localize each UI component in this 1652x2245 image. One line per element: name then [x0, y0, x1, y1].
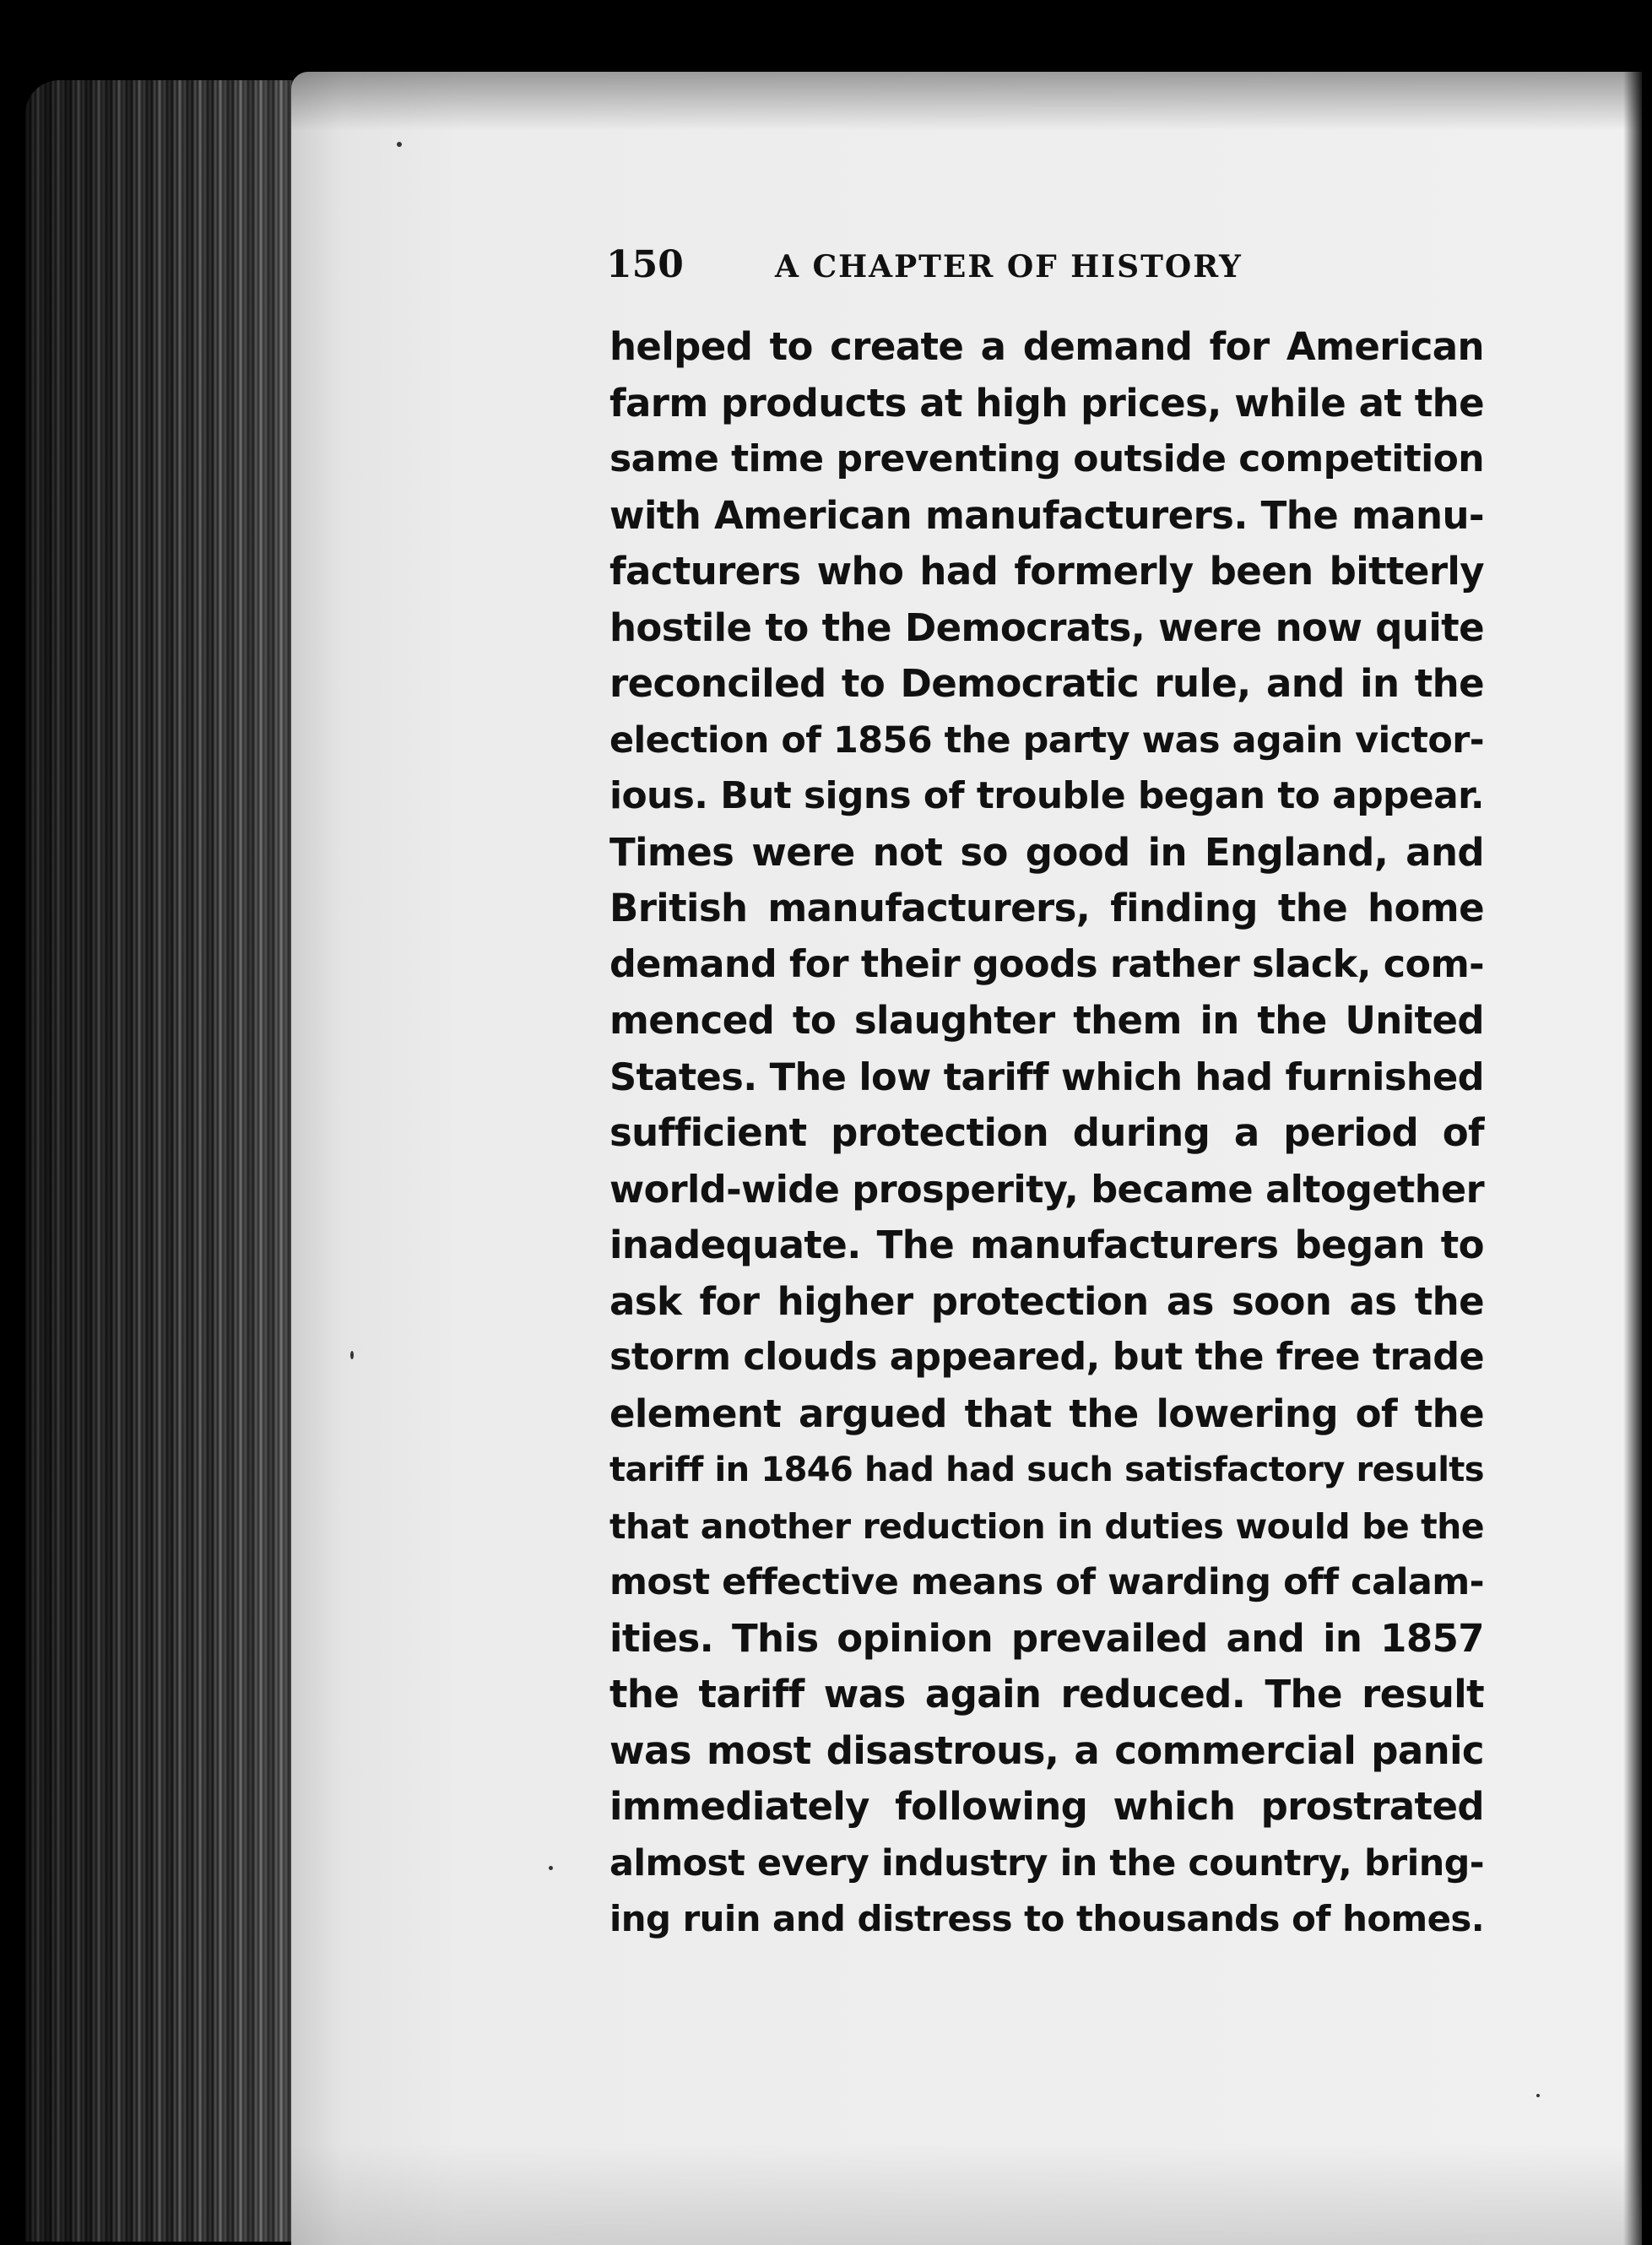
scan-speck [1536, 2094, 1540, 2097]
text-line: inadequate. The manufacturers began to [609, 1223, 1484, 1267]
text-line: same time preventing outside competition [609, 437, 1484, 480]
text-line: tariff in 1846 had had such satisfactory results [609, 1451, 1484, 1489]
text-line: States. The low tariff which had furnished [609, 1055, 1484, 1099]
text-line: demand for their goods rather slack, com- [609, 942, 1484, 986]
text-line: Times were not so good in England, and [609, 829, 1484, 875]
page-edges-shade [25, 80, 304, 2242]
page-number: 150 [606, 243, 684, 286]
text-line: menced to slaughter them in the United [609, 998, 1484, 1043]
body-text [609, 319, 1484, 1948]
text-line: ing ruin and distress to thousands of homes. [609, 1898, 1484, 1939]
text-line: ities. This opinion prevailed and in 1857 [609, 1615, 1484, 1661]
text-line: ask for higher protection as soon as the [609, 1278, 1484, 1324]
scan-speck [350, 1351, 354, 1359]
page-right-edge [1623, 72, 1642, 2245]
text-line: most effective means of warding off calam- [609, 1561, 1484, 1603]
text-line: almost every industry in the country, bring- [609, 1841, 1484, 1884]
text-line: with American manufacturers. The manu- [609, 492, 1484, 538]
text-line: election of 1856 the party was again victor- [609, 719, 1484, 762]
scan-speck [549, 1866, 553, 1870]
text-line: the tariff was again reduced. The result [609, 1672, 1484, 1716]
text-line: ious. But signs of trouble began to appear. [609, 774, 1484, 817]
text-line: farm products at high prices, while at the [609, 380, 1484, 426]
scan-speck [397, 142, 402, 147]
text-line: sufficient protection during a period of [609, 1110, 1484, 1155]
text-line: was most disastrous, a commercial panic [609, 1727, 1484, 1773]
text-line: hostile to the Democrats, were now quite [609, 605, 1484, 650]
book-page-edges [25, 80, 304, 2242]
text-line: British manufacturers, finding the home [609, 886, 1484, 930]
text-line: storm clouds appeared, but the free trade [609, 1336, 1484, 1379]
text-line: reconciled to Democratic rule, and in the [609, 661, 1484, 706]
text-line: helped to create a demand for American [609, 324, 1484, 369]
text-line: element argued that the lowering of the [609, 1391, 1484, 1436]
text-line: world-wide prosperity, became altogether [609, 1167, 1484, 1212]
page-bottom-edge [291, 2144, 1642, 2245]
text-line: that another reduction in duties would be the [609, 1505, 1484, 1547]
page-top-shadow [291, 72, 1642, 131]
text-line: immediately following which prostrated [609, 1784, 1484, 1829]
text-line: facturers who had formerly been bitterly [609, 549, 1484, 594]
running-head [606, 243, 1484, 286]
running-title: A CHAPTER OF HISTORY [775, 249, 1243, 285]
